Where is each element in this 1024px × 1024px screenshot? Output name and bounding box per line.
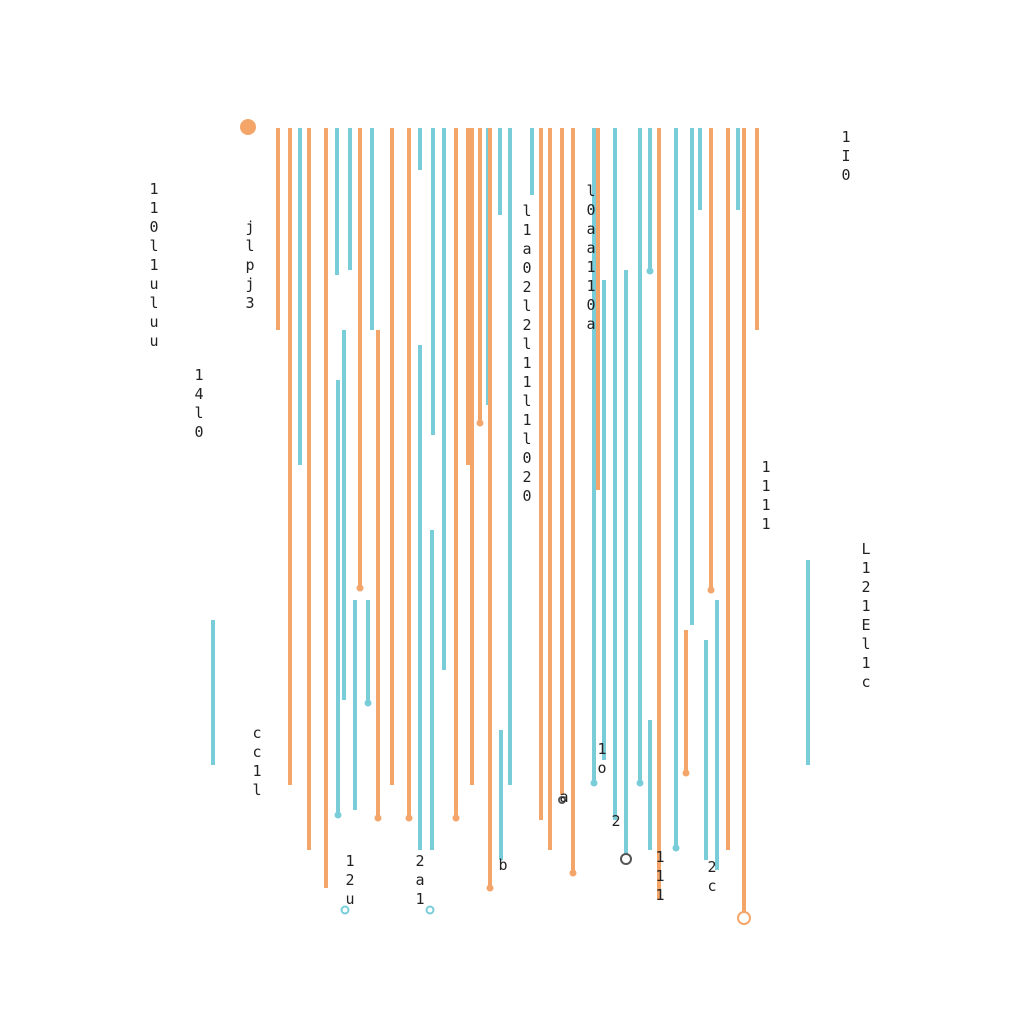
glyph-char: 2 [707, 858, 717, 876]
glyph-char: 0 [149, 218, 159, 236]
glyph-char: u [149, 275, 159, 293]
glyph-char: l [522, 430, 532, 448]
glyph-char: 2 [861, 578, 871, 596]
glyph-char: l [149, 237, 159, 255]
glyph-char: 1 [149, 180, 159, 198]
glyph-char: j [245, 218, 255, 236]
glyph-column-bottom-3 [495, 856, 511, 875]
glyph-char: 0 [586, 201, 596, 219]
glyph-char: 0 [841, 166, 851, 184]
glyph-column-center-1 [519, 202, 535, 506]
glyph-column-left-3 [249, 724, 265, 800]
glyph-char: 4 [194, 385, 204, 403]
glyph-char: a [415, 871, 425, 889]
glyph-char: a [586, 239, 596, 257]
glyph-char: u [345, 890, 355, 908]
glyph-char: 1 [149, 256, 159, 274]
glyph-char: j [245, 275, 255, 293]
glyph-char: 1 [586, 258, 596, 276]
glyph-char: 1 [586, 277, 596, 295]
glyph-char: 1 [761, 477, 771, 495]
glyph-char: 0 [194, 423, 204, 441]
glyph-column-bottom-1 [342, 852, 358, 909]
glyph-column-left-2 [191, 366, 207, 442]
glyph-char: c [252, 724, 262, 742]
glyph-char: 2 [522, 316, 532, 334]
glyph-char: 2 [522, 468, 532, 486]
glyph-char: l [522, 297, 532, 315]
glyph-char: 2 [415, 852, 425, 870]
glyph-char: 1 [345, 852, 355, 870]
glyph-char: 1 [761, 496, 771, 514]
glyph-char: 1 [522, 373, 532, 391]
glyph-char: l [245, 237, 255, 255]
glyph-char: c [861, 673, 871, 691]
glyph-char: 2 [345, 871, 355, 889]
glyph-char: 1 [861, 597, 871, 615]
glyph-char: l [252, 781, 262, 799]
glyph-char: 1 [522, 411, 532, 429]
glyph-char: o [597, 759, 607, 777]
glyph-char: 1 [597, 740, 607, 758]
glyph-char: 0 [586, 296, 596, 314]
glyph-char: u [149, 332, 159, 350]
glyph-char: L [861, 540, 871, 558]
glyph-char: I [841, 147, 851, 165]
glyph-column-bottom-4 [594, 740, 610, 778]
glyph-char: 1 [761, 458, 771, 476]
glyph-char: 0 [522, 449, 532, 467]
glyph-char: a [522, 240, 532, 258]
glyph-column-bottom-5 [608, 812, 624, 831]
glyph-column-top-right [838, 128, 854, 185]
glyph-char: 1 [252, 762, 262, 780]
glyph-char: l [522, 392, 532, 410]
glyph-column-far-left [146, 180, 162, 351]
glyph-column-left-1 [242, 218, 258, 313]
glyph-char: 1 [522, 354, 532, 372]
glyph-char: 2 [522, 278, 532, 296]
glyph-char: 1 [655, 886, 665, 904]
glyph-char: c [707, 877, 717, 895]
glyph-char: 2 [611, 812, 621, 830]
glyph-char: l [149, 294, 159, 312]
glyph-char: l [194, 404, 204, 422]
glyph-char: b [498, 856, 508, 874]
glyph-column-center-2 [583, 182, 599, 334]
glyph-char: 1 [522, 221, 532, 239]
glyph-char: 1 [655, 867, 665, 885]
glyph-char: 1 [415, 890, 425, 908]
glyph-char: a [586, 315, 596, 333]
glyph-char: 1 [149, 199, 159, 217]
glyph-char: p [245, 256, 255, 274]
glyph-column-bottom-6 [652, 848, 668, 905]
glyph-char: 0 [522, 259, 532, 277]
glyph-char: 1 [841, 128, 851, 146]
glyph-char: l [522, 335, 532, 353]
glyph-column-bottom-8 [556, 788, 572, 807]
glyph-char: a [586, 220, 596, 238]
glyph-char: 1 [761, 515, 771, 533]
glyph-char: l [586, 182, 596, 200]
glyph-char: 1 [861, 559, 871, 577]
glyph-char: u [149, 313, 159, 331]
glyph-char: 1 [194, 366, 204, 384]
glyph-column-right-1 [758, 458, 774, 534]
glyph-column-bottom-2 [412, 852, 428, 909]
glyph-char: l [522, 202, 532, 220]
glyph-char: c [252, 743, 262, 761]
glyph-char: 3 [245, 294, 255, 312]
glyph-char: l [861, 635, 871, 653]
glyph-char: 0 [522, 487, 532, 505]
glyph-char: E [861, 616, 871, 634]
glyph-char: 1 [861, 654, 871, 672]
glyph-column-bottom-7 [704, 858, 720, 896]
glyph-column-right-2 [858, 540, 874, 692]
glyph-char: a [559, 788, 569, 806]
glyph-char: 1 [655, 848, 665, 866]
